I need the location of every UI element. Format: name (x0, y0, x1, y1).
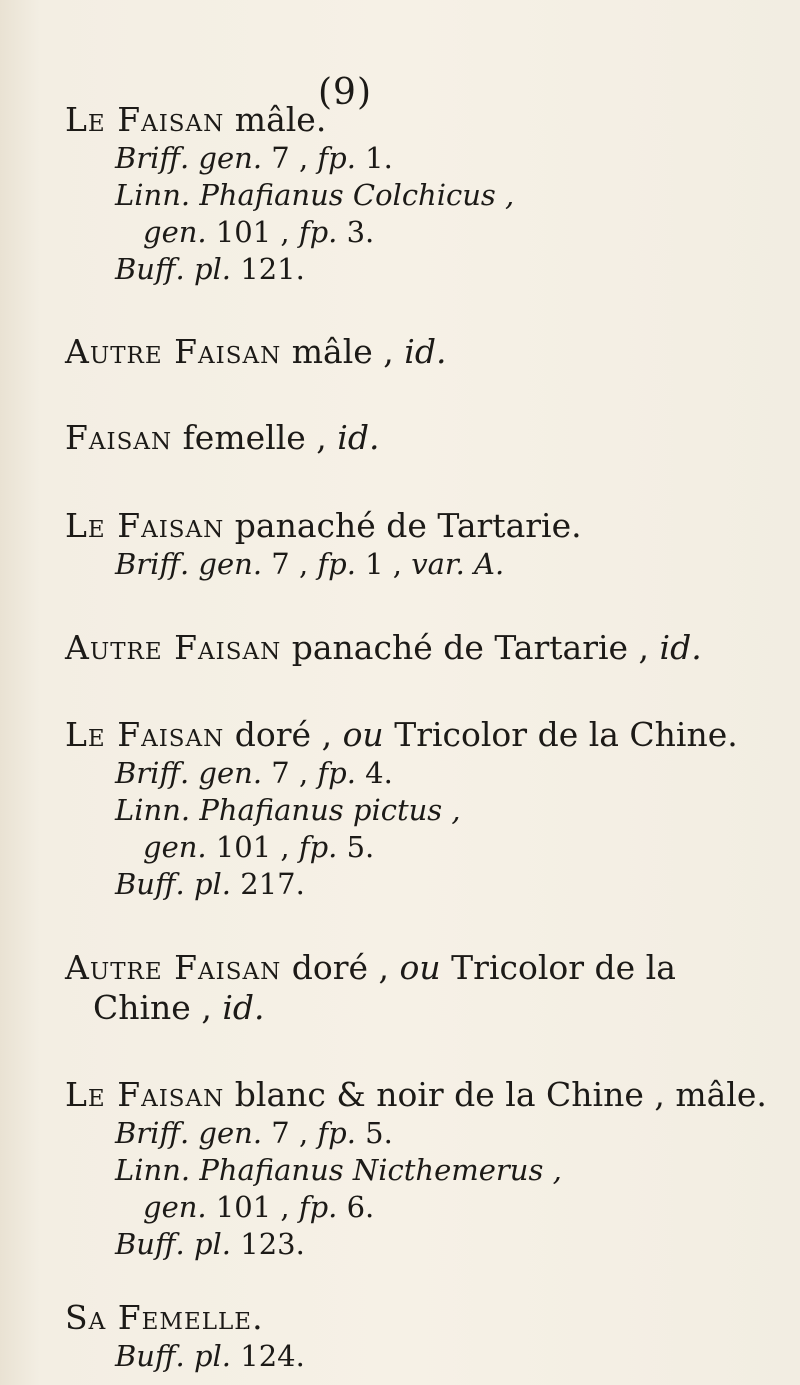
entry-heading-rest: femelle , (182, 418, 327, 457)
reference-line: Buff. pl. 217. (115, 867, 305, 901)
entry-heading: Le Faisan (65, 715, 225, 754)
ou-word: ou (399, 948, 441, 987)
entry-heading-rest: doré , (234, 715, 333, 754)
entry-sa-femelle (65, 1298, 765, 1375)
idem-abbrev: id. (337, 418, 380, 457)
entry-heading-rest: blanc & noir de la Chine , mâle. (234, 1075, 767, 1114)
entry-heading: Le Faisan (65, 100, 225, 139)
idem-abbrev: id. (659, 628, 702, 667)
reference-line: Buff. pl. 124. (115, 1339, 305, 1373)
ou-word: ou (342, 715, 384, 754)
entry-faisan-panache (65, 506, 765, 583)
entry-autre-faisan-male (65, 332, 765, 372)
idem-abbrev: id. (404, 332, 447, 371)
reference-line: Briff. gen. 7 , fp. 5. (115, 1116, 393, 1150)
reference-line: Buff. pl. 121. (115, 252, 305, 286)
page-number: (9) (318, 72, 372, 113)
reference-line: gen. 101 , fp. 5. (143, 830, 375, 864)
reference-line: Briff. gen. 7 , fp. 1. (115, 141, 393, 175)
reference-line: gen. 101 , fp. 3. (143, 215, 375, 249)
entry-heading-rest: panaché de Tartarie , (291, 628, 650, 667)
entry-heading-rest: doré , (291, 948, 390, 987)
entry-faisan-blanc-noir (65, 1075, 765, 1263)
reference-line: gen. 101 , fp. 6. (143, 1190, 375, 1224)
entry-heading-rest: panaché de Tartarie. (234, 506, 582, 545)
reference-line: Buff. pl. 123. (115, 1227, 305, 1261)
entry-heading: Sa Femelle. (65, 1298, 264, 1337)
entry-heading: Autre Faisan (65, 628, 282, 667)
entry-faisan-dore: Le Faisan doré , ou Tricolor de la Chine. Briff. gen. 7 , fp. 4. Linn. Phafianus pictus , gen. 101 , fp. 5. Buff. pl. 217. (65, 715, 765, 903)
entry-heading: Autre Faisan (65, 332, 282, 371)
entry-le-faisan-male (65, 100, 765, 288)
entry-heading: Faisan (65, 418, 173, 457)
reference-line: Linn. Phafianus pictus , (115, 793, 461, 827)
entry-heading: Le Faisan (65, 1075, 225, 1114)
idem-abbrev: id. (222, 988, 265, 1027)
entry-heading: Autre Faisan (65, 948, 282, 987)
reference-line: Linn. Phafianus Colchicus , (115, 178, 515, 212)
entry-heading: Le Faisan (65, 506, 225, 545)
entry-heading-rest: mâle. (234, 100, 327, 139)
entry-autre-faisan-dore: Autre Faisan doré , ou Tricolor de la Chine , id. (65, 948, 676, 1027)
reference-line: Briff. gen. 7 , fp. 4. (115, 756, 393, 790)
entry-autre-faisan-panache (65, 628, 765, 668)
entry-faisan-femelle (65, 418, 765, 458)
entry-heading-rest: mâle , (291, 332, 394, 371)
reference-line: Briff. gen. 7 , fp. 1 , var. A. (115, 547, 505, 581)
reference-line: Linn. Phafianus Nicthemerus , (115, 1153, 562, 1187)
